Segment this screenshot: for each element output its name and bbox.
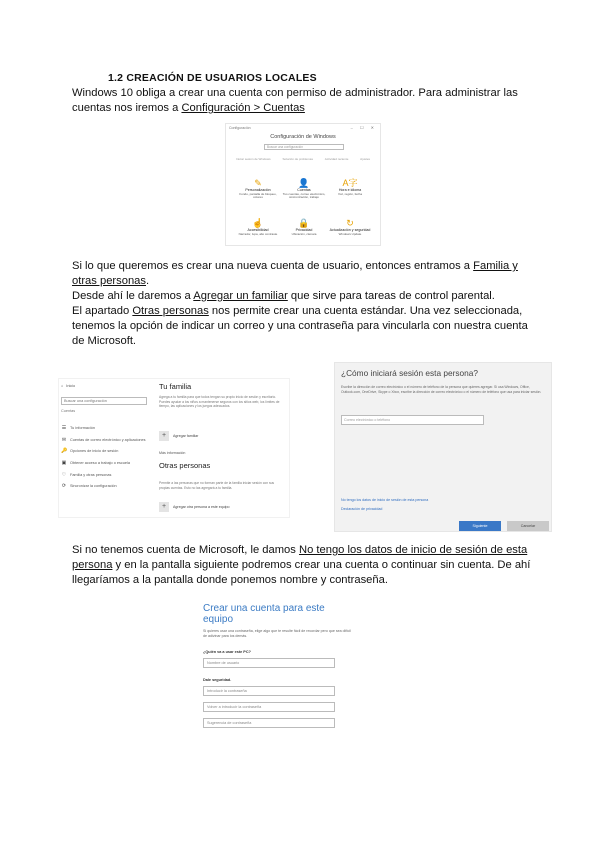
refresh-icon: ↻ (346, 218, 354, 228)
quick-link: Solución de problemas (282, 157, 313, 161)
username-field: Nombre de usuario (203, 658, 335, 668)
settings-accounts-link[interactable]: Configuración > Cuentas (181, 102, 305, 114)
create-account-title: Crear una cuenta para este equipo (203, 603, 325, 625)
accounts-nav (61, 422, 147, 492)
settings-title: Configuración de Windows (270, 134, 336, 140)
intro-paragraph (72, 86, 532, 116)
family-description: Agrega a tu familia para que todos tengan su propio inicio de sesión y escritorio. Puedes ayudar a los niños a mantenerse seguros con los sitios web, los límites de tiempo, las aplicaciones y los juegos adecuados. (159, 395, 280, 408)
tile-accounts: 👤 Cuentas Tus cuentas, correo electrónico, sincronización, trabajo (282, 178, 326, 200)
signin-description: Escribe la dirección de correo electrónico o el número de teléfono de la persona que quieres agregar. Si usa Windows, Office, Outlook.com, OneDrive, Skype o Xbox, escribe la dirección de correo electrónico o el número de teléfono que usa para iniciar sesión. (341, 385, 542, 394)
plus-icon: + (159, 431, 169, 441)
nav-item: ⟳ Sincronizar la configuración (61, 483, 117, 490)
quick-link: Actividad reciente (324, 157, 349, 161)
others-title: Otras personas (159, 461, 211, 470)
home-item: ⌂ Inicio (61, 384, 76, 388)
language-icon: A字 (342, 178, 358, 188)
section-label: Cuentas (61, 409, 76, 413)
family-title: Tu familia (159, 382, 192, 391)
tile-personalization: ✎ Personalización Fondo, pantalla de bloqueo, colores (236, 178, 280, 200)
windows-settings-screenshot (225, 123, 381, 246)
lock-icon: 🔒 (298, 218, 310, 228)
family-others-link-cont[interactable]: otras personas (72, 275, 147, 287)
others-description: Permite a las personas que no forman parte de la familia iniciar sesión con sus propias cuentas. Esto no las agregará a tu familia. (159, 481, 275, 490)
no-signin-data-link-cont[interactable]: persona (72, 559, 113, 571)
settings-search-input: Buscar una configuración (264, 144, 344, 150)
more-info-link: Más información (159, 451, 186, 455)
tile-update-security: ↻ Actualización y seguridad Windows Update (329, 218, 371, 236)
nav-item: ▣ Obtener acceso a trabajo o escuela (61, 459, 130, 466)
paragraph-no-account: Si no tenemos cuenta de Microsoft, le damos No tengo los datos de inicio de sesión de esta persona y en la pantalla siguiente podremos crear una cuenta o continuar sin cuenta. De ahí llegaríamos a la pantalla donde ponemos nombre y contraseña. (72, 544, 531, 586)
email-field: Correo electrónico o teléfono (341, 415, 484, 425)
signin-question: ¿Cómo iniciará sesión esta persona? (341, 368, 478, 378)
password-field: Introducir la contraseña (203, 686, 335, 696)
nav-item: ☰ Tu información (61, 424, 95, 431)
intro-line-2: cuentas nos iremos a (72, 102, 182, 114)
nav-item: 🔑 Opciones de inicio de sesión (61, 448, 119, 455)
tile-accessibility: ☝ Accesibilidad Narrador, lupa, alto contraste (236, 218, 280, 236)
password-hint-field: Sugerencia de contraseña (203, 718, 335, 728)
info-icon: ☰ (61, 424, 67, 431)
privacy-link: Declaración de privacidad (341, 507, 383, 511)
add-family-row: + Agregar familiar (159, 431, 198, 441)
briefcase-icon: ▣ (61, 459, 67, 466)
family-others-link[interactable]: Familia y (473, 260, 518, 272)
paragraph-family: Si lo que queremos es crear una nueva cuenta de usuario, entonces entramos a Familia y otras personas. Desde ahí le daremos a Agregar un familiar que sirve para tareas de control parental. El apartado Otras personas nos permite crear una cuenta estándar. Una vez seleccionada, tenemos la opción de indicar un correo y una contraseña para vincularla con nuestra cuenta de Microsoft. (72, 260, 528, 347)
heart-icon: ♡ (61, 471, 67, 478)
other-people-link[interactable]: Otras personas (132, 305, 209, 317)
add-family-link[interactable]: Agregar un familiar (193, 290, 288, 302)
next-button: Siguiente (459, 521, 501, 531)
security-label: Dale seguridad. (203, 678, 232, 682)
person-icon: 👤 (298, 178, 310, 188)
no-signin-data-link: No tengo los datos de inicio de sesión de esta persona (341, 498, 429, 502)
window-controls: – ☐ ✕ (350, 125, 377, 130)
no-signin-data-link[interactable]: No tengo los datos de inicio de sesión de esta (298, 544, 528, 556)
tile-privacy: 🔒 Privacidad Ubicación, cámara (282, 218, 326, 236)
mail-icon: ✉ (61, 436, 67, 443)
who-label: ¿Quién va a usar este PC? (203, 650, 251, 654)
window-title: Configuración (229, 126, 251, 130)
plus-icon: + (159, 502, 169, 512)
settings-search-input: Buscar una configuración (61, 397, 147, 405)
create-account-screenshot (196, 602, 354, 734)
settings-quick-links (236, 157, 370, 161)
intro-line-1: Windows 10 obliga a crear una cuenta con permiso de administrador. Para administrar las (72, 87, 518, 99)
nav-item: ♡ Familia y otras personas (61, 471, 112, 478)
section-heading: 1.2 CREACIÓN DE USUARIOS LOCALES (108, 72, 317, 84)
add-other-row: + Agregar otra persona a este equipo (159, 502, 230, 512)
password-confirm-field: Volver a introducir la contraseña (203, 702, 335, 712)
sync-icon: ⟳ (61, 483, 67, 490)
home-icon: ⌂ (61, 384, 64, 388)
microsoft-signin-screenshot (334, 362, 552, 532)
hand-icon: ☝ (252, 218, 264, 228)
quick-link: Iniciar sesión de Windows (236, 157, 271, 161)
nav-item: ✉ Cuentas de correo electrónico y aplicaciones (61, 436, 146, 443)
create-account-description: Si quieres usar una contraseña, elige algo que te resulte fácil de recordar pero que sea difícil de adivinar para los demás. (203, 629, 351, 638)
key-icon: 🔑 (61, 448, 68, 455)
quick-link: Ajustes (360, 157, 370, 161)
family-settings-screenshot (58, 378, 290, 518)
brush-icon: ✎ (254, 178, 262, 188)
cancel-button: Cancelar (507, 521, 549, 531)
tile-time-language: A字 Hora e idioma Voz, región, fecha (328, 178, 372, 196)
